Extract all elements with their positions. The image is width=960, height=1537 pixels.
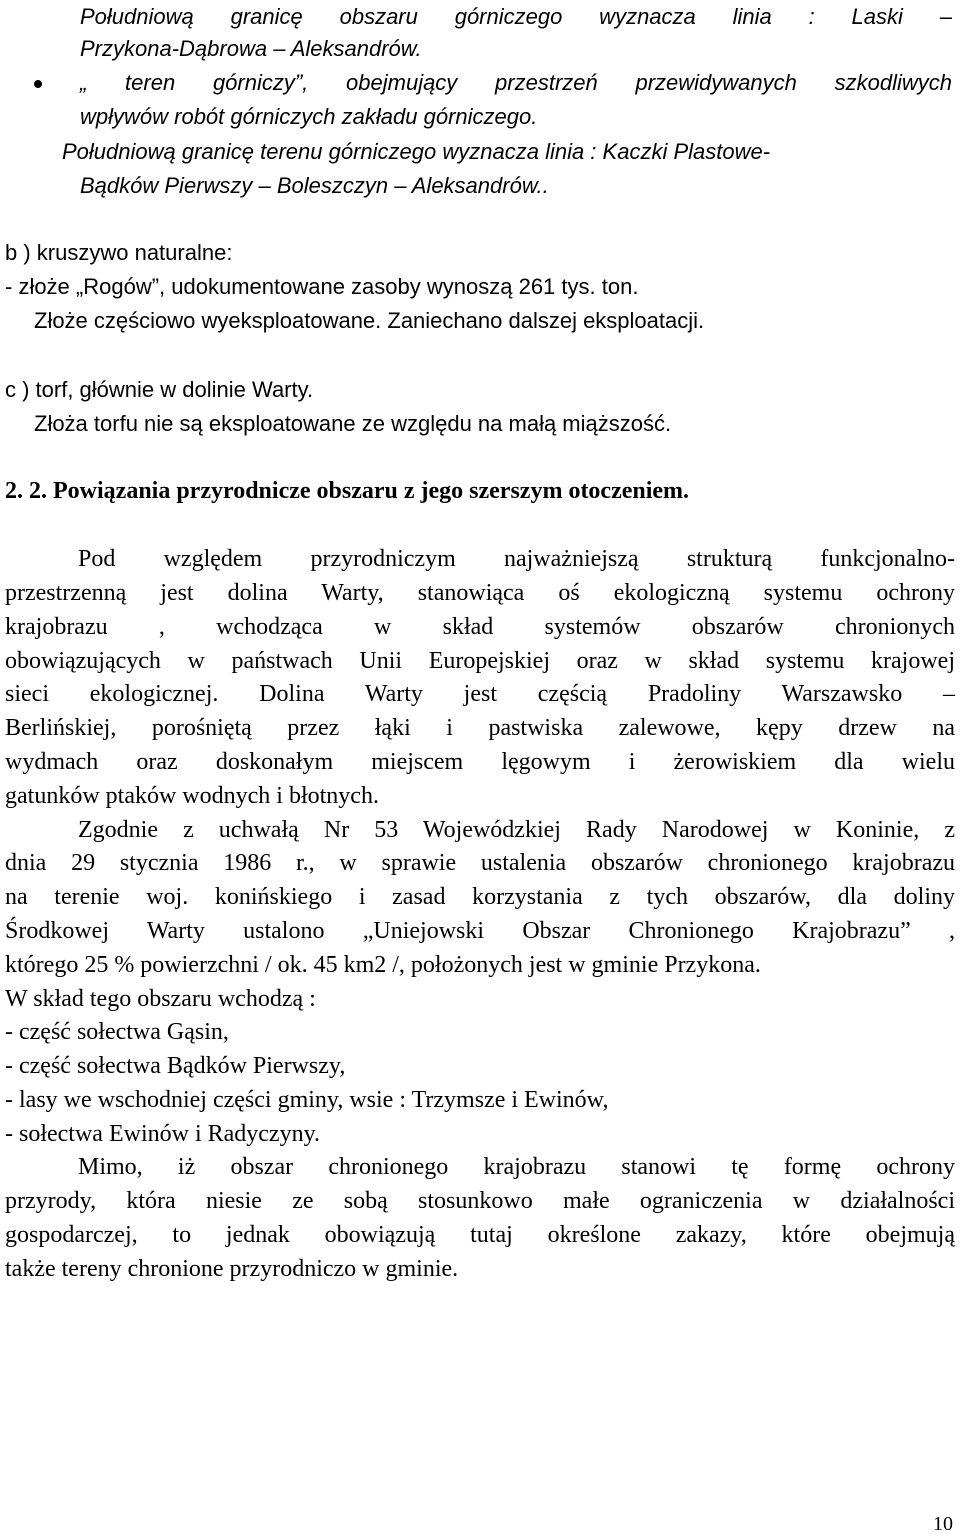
body-line: na terenie woj. konińskiego i zasad korzystania z tych obszarów, dla doliny [5, 884, 955, 910]
body-line: sieci ekologicznej. Dolina Warty jest częścią Pradoliny Warszawsko – [5, 681, 955, 707]
mining-terrain-line-2: wpływów robót górniczych zakładu górniczego. [80, 104, 538, 129]
mining-boundary-line-1: Południową granicę obszaru górniczego wyznacza linia : Laski – [80, 4, 952, 29]
body-line: Berlińskiej, porośniętą przez łąki i pastwiska zalewowe, kępy drzew na [5, 715, 955, 741]
list-item: - część sołectwa Gąsin, [5, 1019, 229, 1045]
aggregate-item-line-1: - złoże „Rogów”, udokumentowane zasoby wynoszą 261 tys. ton. [5, 274, 639, 299]
body-line: którego 25 % powierzchni / ok. 45 km2 /, położonych jest w gminie Przykona. [5, 952, 761, 978]
list-item: - część sołectwa Bądków Pierwszy, [5, 1053, 346, 1079]
body-line: Środkowej Warty ustalono „Uniejowski Obszar Chronionego Krajobrazu” , [5, 918, 955, 944]
aggregate-item-line-2: Złoże częściowo wyeksploatowane. Zaniechano dalszej eksploatacji. [34, 308, 705, 333]
list-item: - sołectwa Ewinów i Radyczyny. [5, 1121, 321, 1147]
aggregate-heading: b ) kruszywo naturalne: [5, 240, 233, 265]
body-line: obowiązujących w państwach Unii Europejskiej oraz w skład systemu krajowej [5, 648, 955, 674]
mining-boundary-line-2: Przykona-Dąbrowa – Aleksandrów. [80, 36, 422, 61]
bullet-icon [34, 80, 42, 88]
body-line: Zgodnie z uchwałą Nr 53 Wojewódzkiej Rady Narodowej w Koninie, z [78, 817, 955, 843]
body-line: Mimo, iż obszar chronionego krajobrazu stanowi tę formę ochrony [78, 1154, 955, 1180]
peat-line-2: Złoża torfu nie są eksploatowane ze względu na małą miąższość. [34, 411, 672, 436]
body-line: przyrody, która niesie ze sobą stosunkowo małe ograniczenia w działalności [5, 1188, 955, 1214]
body-line: także tereny chronione przyrodniczo w gminie. [5, 1256, 459, 1282]
mining-terrain-line-4: Bądków Pierwszy – Boleszczyn – Aleksandrów.. [80, 173, 549, 198]
page-number: 10 [933, 1513, 953, 1535]
body-line: wydmach oraz doskonałym miejscem lęgowym i żerowiskiem dla wielu [5, 749, 955, 775]
section-heading: 2. 2. Powiązania przyrodnicze obszaru z jego szerszym otoczeniem. [5, 478, 690, 504]
body-line: przestrzenną jest dolina Warty, stanowiąca oś ekologiczną systemu ochrony [5, 580, 955, 606]
body-line: krajobrazu , wchodząca w skład systemów obszarów chronionych [5, 614, 955, 640]
body-line: W skład tego obszaru wchodzą : [5, 986, 316, 1012]
list-item: - lasy we wschodniej części gminy, wsie : Trzymsze i Ewinów, [5, 1087, 609, 1113]
mining-terrain-line-3: Południową granicę terenu górniczego wyznacza linia : Kaczki Plastowe- [62, 139, 771, 164]
mining-terrain-line-1: „ teren górniczy”, obejmujący przestrzeń przewidywanych szkodliwych [80, 70, 952, 95]
body-line: dnia 29 stycznia 1986 r., w sprawie ustalenia obszarów chronionego krajobrazu [5, 850, 955, 876]
body-line: Pod względem przyrodniczym najważniejszą strukturą funkcjonalno- [78, 546, 955, 572]
body-line: gospodarczej, to jednak obowiązują tutaj określone zakazy, które obejmują [5, 1222, 955, 1248]
body-line: gatunków ptaków wodnych i błotnych. [5, 783, 379, 809]
peat-heading: c ) torf, głównie w dolinie Warty. [5, 377, 314, 402]
